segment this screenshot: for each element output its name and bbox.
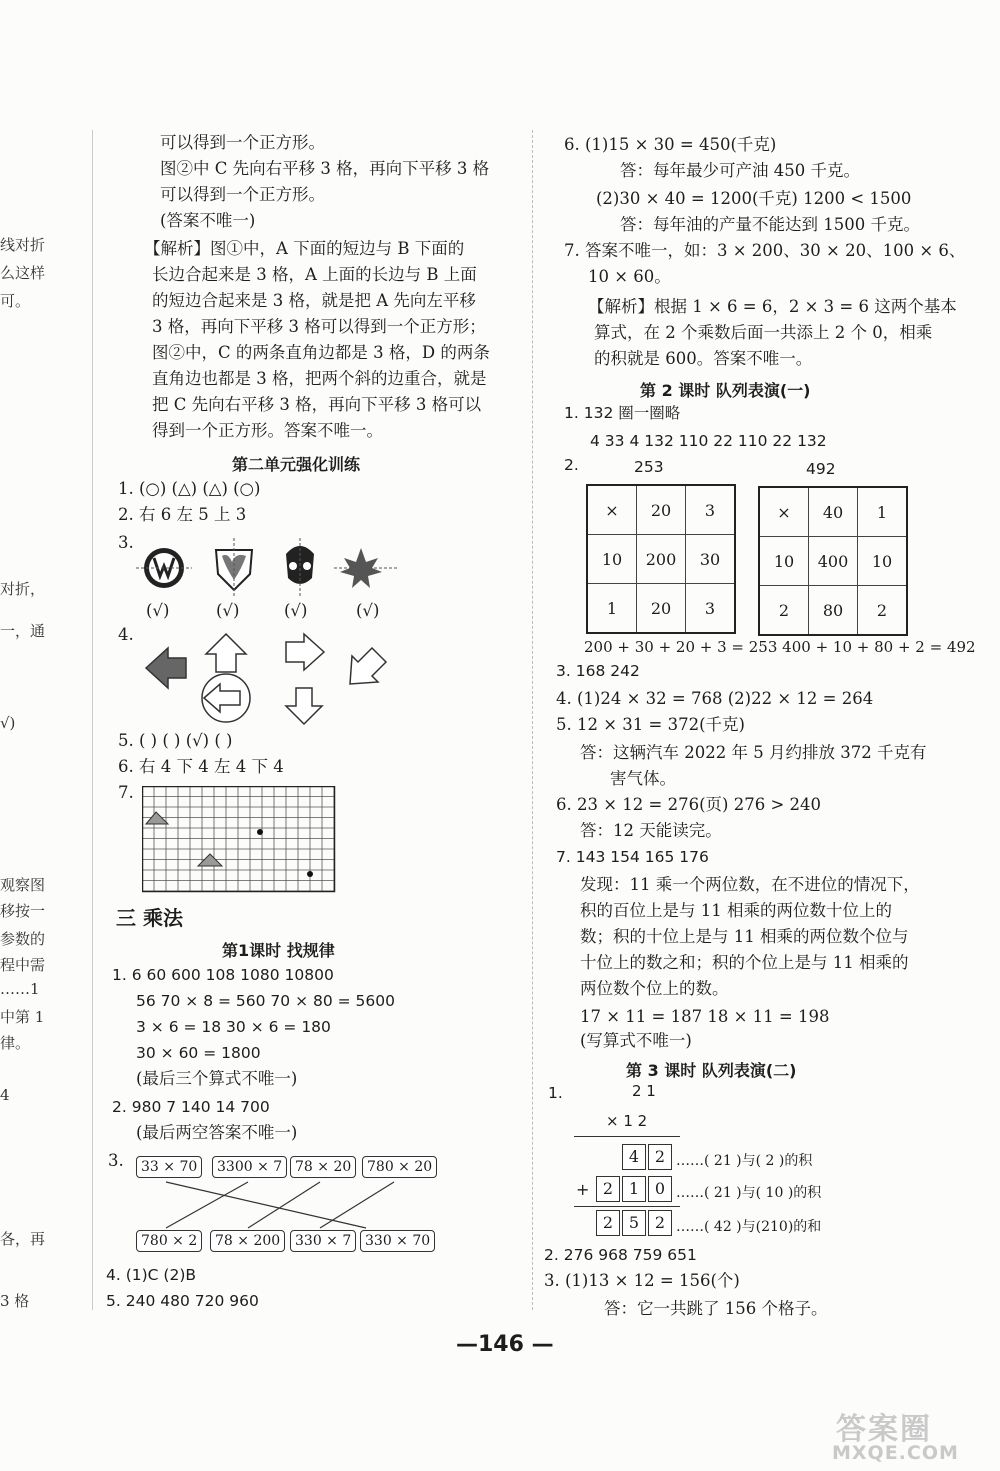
grid1-label: 253 bbox=[634, 458, 664, 476]
grid-figure bbox=[142, 786, 336, 894]
q5b: 5. 240 480 720 960 bbox=[106, 1292, 259, 1310]
lesson3-title: 第 3 课时 队列表演(二) bbox=[626, 1061, 797, 1080]
watermark bbox=[830, 1404, 990, 1464]
q1: 1. (○) (△) (△) (○) bbox=[118, 479, 261, 498]
watermark-logo-text: 答案圈 bbox=[836, 1412, 932, 1447]
q4-number: 4. bbox=[118, 625, 134, 644]
arrow-left-filled-icon bbox=[146, 648, 186, 688]
match-box-bottom-4: 330 × 70 bbox=[360, 1230, 435, 1252]
unit-title: 第二单元强化训练 bbox=[232, 455, 361, 474]
edge-divider bbox=[92, 130, 93, 1310]
l3-answer: 答：它一共跳了 156 个格子。 bbox=[604, 1299, 828, 1318]
multiplication-grid-2: × 40 1 10 400 10 2 80 2 bbox=[758, 486, 908, 636]
match-box-top-4: 780 × 20 bbox=[362, 1156, 437, 1178]
multiplication-grid-1: × 20 3 10 200 30 1 20 3 bbox=[586, 484, 736, 634]
mask-logo-icon bbox=[286, 538, 314, 598]
vertical-row-3-note: ……( 42 )与(210)的和 bbox=[676, 1219, 822, 1235]
arrow-right-icon bbox=[286, 634, 324, 670]
lesson1-title: 第1课时 找规律 bbox=[222, 941, 335, 960]
q5: 5. ( ) ( ) (√) ( ) bbox=[118, 731, 233, 750]
volkswagen-logo-icon bbox=[136, 548, 192, 588]
page-number: —146 — bbox=[456, 1332, 554, 1357]
q7-number: 7. bbox=[118, 783, 134, 802]
watermark-url: MXQE.COM bbox=[832, 1442, 959, 1464]
logo-row bbox=[136, 538, 406, 598]
match-box-bottom-2: 78 × 200 bbox=[210, 1230, 285, 1252]
l3-q3: 3. (1)13 × 12 = 156(个) bbox=[544, 1271, 740, 1290]
vertical-multiplier: × 1 2 bbox=[606, 1112, 648, 1130]
vertical-line-2 bbox=[574, 1206, 680, 1207]
arrow-shapes bbox=[140, 628, 400, 728]
triangle-shape-a bbox=[146, 812, 168, 824]
q2: 2. 右 6 左 5 上 3 bbox=[118, 505, 247, 524]
match-box-bottom-1: 780 × 2 bbox=[136, 1230, 202, 1252]
l2-q2-number: 2. bbox=[564, 456, 579, 474]
l2-q1a: 1. 132 圈一圈略 bbox=[564, 404, 681, 422]
vertical-row-1: 4 2 bbox=[622, 1144, 674, 1170]
matching-lines bbox=[130, 1180, 430, 1230]
arrow-up-icon bbox=[206, 634, 246, 672]
q3-number: 3. bbox=[118, 533, 134, 552]
chapter-title: 三 乘法 bbox=[116, 906, 183, 930]
q6: 6. 右 4 下 4 左 4 下 4 bbox=[118, 757, 284, 776]
maple-leaf-icon bbox=[334, 548, 398, 588]
arrow-down-left-icon bbox=[350, 648, 386, 684]
q4b: 4. (1)C (2)B bbox=[106, 1266, 197, 1284]
l3-q1-number: 1. bbox=[548, 1084, 563, 1102]
vertical-line-1 bbox=[574, 1136, 680, 1137]
match-box-top-3: 78 × 20 bbox=[290, 1156, 356, 1178]
column-divider bbox=[532, 130, 534, 1310]
match-box-top-1: 33 × 70 bbox=[136, 1156, 202, 1178]
match-box-top-2: 3300 × 7 bbox=[212, 1156, 287, 1178]
vertical-row-2-note: ……( 21 )与( 10 )的积 bbox=[676, 1185, 822, 1201]
vertical-row-2: 2 1 0 bbox=[596, 1176, 674, 1202]
l2-q1b: 4 33 4 132 110 22 110 22 132 bbox=[590, 432, 827, 450]
circled-arrow-left-icon bbox=[202, 674, 250, 722]
vertical-row-3: 2 5 2 bbox=[596, 1210, 674, 1236]
vertical-row-1-note: ……( 21 )与( 2 )的积 bbox=[676, 1153, 813, 1169]
dot-b bbox=[307, 871, 313, 877]
q3b-number: 3. bbox=[108, 1151, 124, 1170]
l3-q2: 2. 276 968 759 651 bbox=[544, 1246, 697, 1264]
plus-sign: + bbox=[576, 1180, 590, 1199]
dot-a bbox=[257, 829, 263, 835]
vertical-top: 2 1 bbox=[632, 1082, 656, 1100]
ram-logo-icon bbox=[216, 538, 252, 598]
sum-line: 200 + 30 + 20 + 3 = 253 400 + 10 + 80 + 2 = 492 bbox=[584, 638, 976, 656]
match-box-bottom-3: 330 × 7 bbox=[290, 1230, 356, 1252]
lesson2-title: 第 2 课时 队列表演(一) bbox=[640, 381, 811, 400]
arrow-down-icon bbox=[286, 688, 322, 724]
grid2-label: 492 bbox=[806, 460, 836, 478]
